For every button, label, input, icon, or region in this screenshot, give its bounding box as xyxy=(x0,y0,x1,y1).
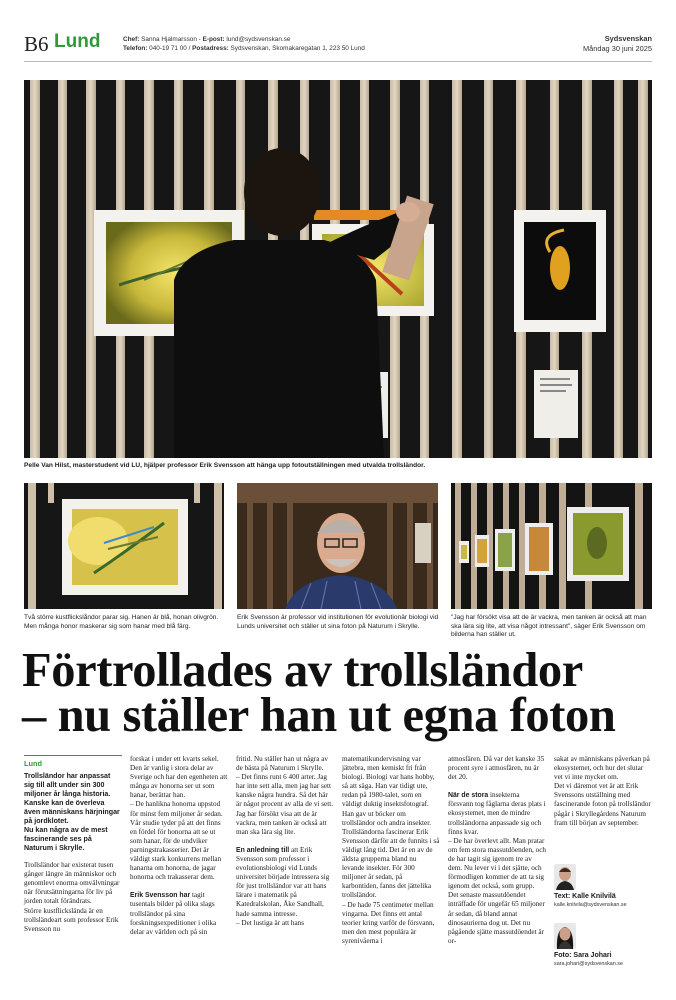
body-paragraph: matematikundervisning var jättebra, men kemiskt fri från biologi. Biologi var hans hobby, så att säga. Han var tidigt ute, redan på 1980-talet, som en väldigt duktig insektsfotograf. Han gav ut böcker om trollsländor och andra insekter. xyxy=(342,755,435,827)
lead-paragraph-3: Nu kan några av de mest fascinerande ses på Naturum i Skrylle. xyxy=(24,826,108,853)
lead-paragraph-2: Kanske kan de överleva även människans härjningar på jordklotet. xyxy=(24,799,120,826)
body-paragraph xyxy=(236,846,334,919)
body-paragraph: forskat i under ett kvarts sekel. Den är vanlig i stora delar av Sverige och har den egenheten att många av honorna ser ut som hanar, berättar han. xyxy=(130,755,228,800)
body-paragraph: Det vi däremot vet är att Erik Svenssons utställning med fascinerande foton på trollsländor pågår i Skryllegårdens Naturum fram till början av september. xyxy=(554,782,651,827)
chef-label: Chef: xyxy=(123,36,140,43)
body-paragraph xyxy=(130,891,228,936)
paragraph-gap xyxy=(236,837,334,846)
column-5 xyxy=(448,755,546,946)
body-paragraph: atmosfären. Då var det kanske 35 procent syre i atmosfären, nu är det 20. xyxy=(448,755,545,782)
photo-byline xyxy=(554,923,652,973)
body-paragraph: – Det lustiga är att hans xyxy=(236,918,305,927)
article-lead xyxy=(24,772,122,853)
damselfly-photo xyxy=(24,483,224,609)
headline-line-2: – nu ställer han ut egna foton xyxy=(22,689,616,742)
address-label: Postadress: xyxy=(192,45,229,52)
body-paragraph: – Det finns runt 6 400 arter. Jag har inte sett alla, men jag har sett kanske några hundra. Så det här är något procent av alla de vi sett. Jag har försökt visa att de är vackra, men tanken är också att man ska lära sig lite. xyxy=(236,773,333,836)
portrait-photo xyxy=(237,483,438,609)
contact-info: Chef: Sanna Hjalmarsson - E-post: lund@sydsvenskan.se Telefon: 040-19 71 00 / Postadress: Sydsvenskan, Skomakaregatan 1, 223 50 Lund xyxy=(123,36,365,52)
article-section-tag: Lund xyxy=(24,755,122,768)
subhead-inline: En anledning till xyxy=(236,846,290,854)
exhibition-caption: "Jag har försökt visa att de är vackra, men tanken är också att man ska lära sig lite, att visa något intressant", säger Erik Svensson om bilderna han ställer ut. xyxy=(451,614,647,639)
issue-date: Måndag 30 juni 2025 xyxy=(582,43,652,53)
photo-author-email[interactable]: sara.johari@sydsvenskan.se xyxy=(554,961,623,967)
text-byline xyxy=(554,864,652,914)
subhead-inline: När de stora xyxy=(448,792,489,800)
lead-paragraph-1: Trollsländor har anpassat sig till allt under sin 300 miljoner år långa historia. xyxy=(24,772,111,799)
body-paragraph: – De har överlevt allt. Man pratar om fem stora massutdöenden, och de har tagit sig igenom tre av dem. Nu lever vi i det sjätte, och förmodligen kommer de att ta sig igenom det också, som grupp. xyxy=(448,836,547,891)
paragraph-text: insekterna försvann tog fåglarna deras plats i ekosystemet, men de mindre trollsländorna anpassade sig och finns kvar. xyxy=(448,791,546,836)
text-author: Text: Kalle Knilvilä xyxy=(554,893,616,900)
subhead-inline: Erik Svensson har xyxy=(130,892,191,900)
email-label: E-post: xyxy=(202,36,225,43)
body-paragraph: – De hade 75 centimeter mellan vingarna. Det finns ett antal teorier kring varför de försvann, men den mest populära är syrenivåerna i xyxy=(342,900,435,945)
masthead xyxy=(583,34,652,53)
main-photo xyxy=(24,80,652,458)
chef-name: Sanna Hjalmarsson xyxy=(141,36,197,43)
reporter-avatar xyxy=(554,864,576,890)
body-paragraph: Det senaste massutdöendet inträffade för ungefär 65 miljoner år sedan, då bland annat dinosaurierna dog ut. Det nu pågående sjätte massutdöendet är or- xyxy=(448,891,545,945)
exhibition-wall-image xyxy=(451,483,652,609)
column-6 xyxy=(554,755,652,828)
body-paragraph: fritid. Nu ställer han ut några av de bästa på Naturum i Skrylle. xyxy=(236,755,329,773)
column-2 xyxy=(130,755,228,937)
column-3 xyxy=(236,755,334,928)
article-headline xyxy=(22,644,662,742)
headline-line-1: Förtrollades av trollsländor xyxy=(22,644,583,697)
body-paragraph: Trollsländorna fascinerar Erik Svensson därför att de funnits i så väldigt lång tid. Det är en av de äldsta grupperna bland nu levande insekter. För 300 miljoner år sedan, på karbontiden, fanns det jättelika trollsländor. xyxy=(342,827,440,900)
paragraph-text: tagit tusentals bilder på olika slags trollsländor på sina forskningsexpeditioner i olika delar av världen och på sin xyxy=(130,891,217,936)
column-4 xyxy=(342,755,440,946)
body-paragraph: sakat av människans påverkan på ekosystemet, och hur det slutar vet vi inte mycket om. xyxy=(554,755,650,782)
postal-address: Sydsvenskan, Skomakaregatan 1, 223 50 Lund xyxy=(230,45,365,52)
text-author-email[interactable]: kalle.knilvila@sydsvenskan.se xyxy=(554,902,627,908)
paragraph-text: att Erik Svensson som professor i evolutionsbiologi vid Lunds universitet började intressera sig för just trollsländor var att hans lärare i matematik på Katedralskolan, Åke Sandhall, hade samma intresse. xyxy=(236,845,330,918)
contact-phone: 040-19 71 00 xyxy=(149,45,187,52)
paragraph-gap xyxy=(130,882,228,891)
body-paragraph xyxy=(448,791,546,836)
section-title: Lund xyxy=(54,31,101,52)
newspaper-name: Sydsvenskan xyxy=(604,34,652,43)
damselfly-caption: Två större kustflickslåndor parar sig. Hanen är blå, honan olivgrön. Men många honor maskerar sig som hanar med blå färg. xyxy=(24,614,219,630)
photo-author: Foto: Sara Johari xyxy=(554,952,612,959)
damselfly-image xyxy=(24,483,224,609)
paragraph-gap xyxy=(448,782,546,791)
body-paragraph: Större kustflickslända är en trollsländeart som professor Erik Svensson nu xyxy=(24,906,119,933)
portrait-caption: Erik Svensson är professor vid institutionen för evolutionär biologi vid Lunds universitet och ställer ut sina foton på Naturum i Skrylle. xyxy=(237,614,439,630)
contact-email[interactable]: lund@sydsvenskan.se xyxy=(226,36,291,43)
photographer-avatar xyxy=(554,923,576,949)
erik-svensson-portrait xyxy=(237,483,438,609)
body-paragraph: – De hanliknа honorna uppstod för minst fem miljoner år sedan. Vår studie tyder på att det finns en fördel för honorna att se ut som hanar, för de undviker parningstrakasserier. Det är väldigt stark konkurrens mellan hanarna om honorna, de jagar honorna och trakasserar dem. xyxy=(130,800,223,882)
exhibition-wall-photo xyxy=(451,483,652,609)
phone-label: Telefon: xyxy=(123,45,148,52)
page-header xyxy=(24,28,652,60)
header-divider xyxy=(24,61,652,62)
article-body xyxy=(24,755,652,995)
exhibition-photo xyxy=(24,80,652,458)
photographer-photo xyxy=(554,923,576,949)
main-caption-text: Pelle Van Hilst, masterstudent vid LU, hjälper professor Erik Svensson att hänga upp fotoutställningen med utvalda trollsländor. xyxy=(24,462,426,469)
column-1 xyxy=(24,755,122,934)
main-photo-caption xyxy=(24,462,652,471)
page-number: B6 xyxy=(24,32,49,56)
reporter-photo xyxy=(554,864,576,890)
body-paragraph: Trollsländor har existerat tusen gånger längre än människor och genomlevt enorma omvälvningar när förutsättningarna för liv på jorden totalt förändrats. xyxy=(24,861,120,906)
